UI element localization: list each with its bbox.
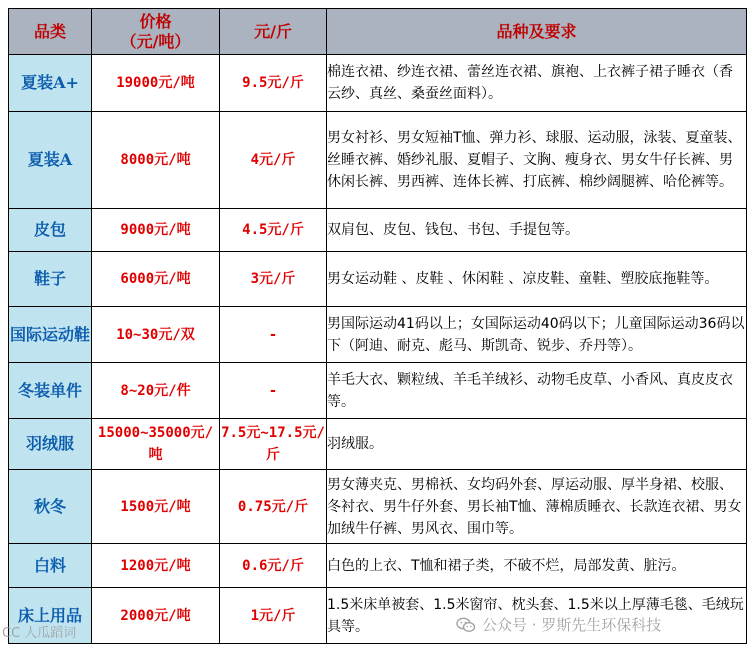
row-unit-price: 1元/斤 bbox=[220, 588, 327, 644]
row-unit-price: 0.75元/斤 bbox=[220, 470, 327, 544]
header-category: 品类 bbox=[9, 9, 92, 55]
table-row bbox=[9, 363, 747, 419]
row-category: 冬装单件 bbox=[9, 363, 92, 419]
table-row bbox=[9, 544, 747, 588]
row-description: 男女运动鞋 、皮鞋 、休闲鞋 、凉皮鞋、童鞋、塑胶底拖鞋等。 bbox=[327, 252, 747, 307]
row-category: 国际运动鞋 bbox=[9, 307, 92, 363]
row-category: 夏装A bbox=[9, 112, 92, 209]
row-description: 1.5米床单被套、1.5米窗帘、枕头套、1.5米以上厚薄毛毯、毛绒玩具等。 bbox=[327, 588, 747, 644]
table-header-row bbox=[9, 9, 747, 55]
table-row bbox=[9, 112, 747, 209]
row-unit-price: 3元/斤 bbox=[220, 252, 327, 307]
row-category: 白料 bbox=[9, 544, 92, 588]
row-description: 羊毛大衣、颗粒绒、羊毛羊绒衫、动物毛皮草、小香风、真皮皮衣等。 bbox=[327, 363, 747, 419]
table-row bbox=[9, 470, 747, 544]
row-description: 双肩包、皮包、钱包、书包、手提包等。 bbox=[327, 209, 747, 252]
row-category: 皮包 bbox=[9, 209, 92, 252]
row-price: 9000元/吨 bbox=[92, 209, 220, 252]
row-description: 男女衬衫、男女短袖T恤、弹力衫、球服、运动服，泳装、夏童装、丝睡衣裤、婚纱礼服、夏帽子、文胸、瘦身衣、男女牛仔长裤、男休闲长裤、男西裤、连体长裤、打底裤、棉纱阔腿裤、哈伦裤等。 bbox=[327, 112, 747, 209]
table-row bbox=[9, 307, 747, 363]
row-unit-price: 0.6元/斤 bbox=[220, 544, 327, 588]
row-price: 10~30元/双 bbox=[92, 307, 220, 363]
header-price-line2: （元/吨） bbox=[120, 31, 191, 51]
row-description: 白色的上衣、T恤和裙子类，不破不烂，局部发黄、脏污。 bbox=[327, 544, 747, 588]
row-unit-price: 4元/斤 bbox=[220, 112, 327, 209]
row-price: 6000元/吨 bbox=[92, 252, 220, 307]
watermark-left: CC 人瓜蹈词 bbox=[2, 626, 77, 641]
row-price: 8~20元/件 bbox=[92, 363, 220, 419]
row-category: 床上用品 bbox=[9, 588, 92, 644]
row-unit-price: 7.5元~17.5元/斤 bbox=[220, 419, 327, 470]
row-price: 19000元/吨 bbox=[92, 55, 220, 112]
table-row bbox=[9, 252, 747, 307]
row-price: 8000元/吨 bbox=[92, 112, 220, 209]
row-description: 男女薄夹克、男棉袄、女均码外套、厚运动服、厚半身裙、校服、冬衬衣、男牛仔外套、男长袖T恤、薄棉质睡衣、长款连衣裙、男女加绒牛仔裤、男风衣、围巾等。 bbox=[327, 470, 747, 544]
row-price: 1200元/吨 bbox=[92, 544, 220, 588]
row-category: 羽绒服 bbox=[9, 419, 92, 470]
header-price-line1: 价格 bbox=[139, 11, 172, 31]
watermark-right-text: 公众号 · 罗斯先生环保科技 bbox=[482, 616, 662, 634]
row-unit-price: - bbox=[220, 307, 327, 363]
header-price bbox=[92, 9, 220, 55]
row-description: 羽绒服。 bbox=[327, 419, 747, 470]
table-row bbox=[9, 419, 747, 470]
row-description: 男国际运动41码以上；女国际运动40码以下；儿童国际运动36码以下（阿迪、耐克、彪马、斯凯奇、锐步、乔丹等）。 bbox=[327, 307, 747, 363]
row-price: 2000元/吨 bbox=[92, 588, 220, 644]
watermark-right bbox=[456, 614, 661, 635]
row-category: 秋冬 bbox=[9, 470, 92, 544]
row-unit-price: 4.5元/斤 bbox=[220, 209, 327, 252]
wechat-icon bbox=[456, 617, 476, 633]
row-unit-price: - bbox=[220, 363, 327, 419]
table-row bbox=[9, 55, 747, 112]
row-category: 鞋子 bbox=[9, 252, 92, 307]
row-price: 15000~35000元/吨 bbox=[92, 419, 220, 470]
row-price: 1500元/吨 bbox=[92, 470, 220, 544]
header-desc: 品种及要求 bbox=[327, 9, 747, 55]
row-description: 棉连衣裙、纱连衣裙、蕾丝连衣裙、旗袍、上衣裤子裙子睡衣（香云纱、真丝、桑蚕丝面料）。 bbox=[327, 55, 747, 112]
row-category: 夏装A+ bbox=[9, 55, 92, 112]
table-row bbox=[9, 209, 747, 252]
price-table bbox=[8, 8, 747, 644]
row-unit-price: 9.5元/斤 bbox=[220, 55, 327, 112]
header-unit: 元/斤 bbox=[220, 9, 327, 55]
